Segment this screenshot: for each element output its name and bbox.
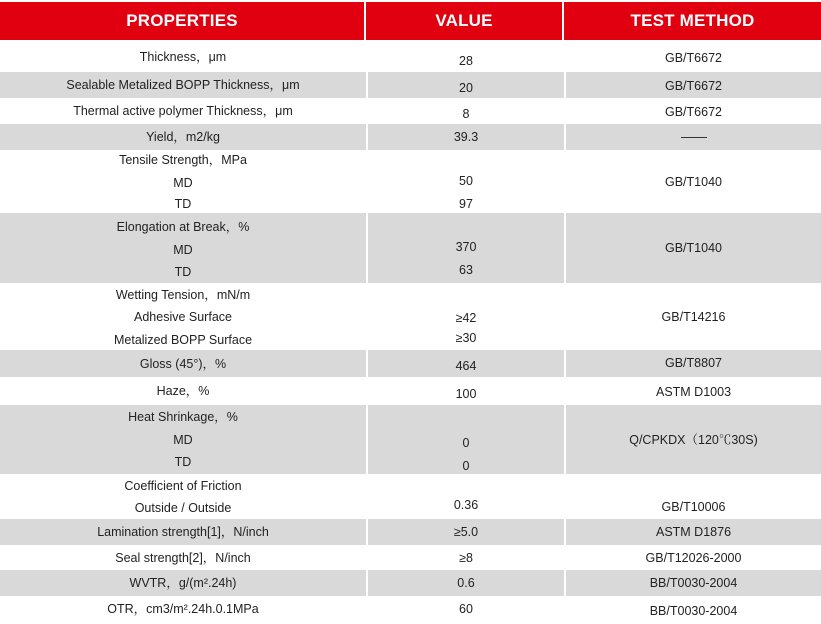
table-row — [0, 213, 821, 283]
value-cell — [366, 545, 564, 570]
method-cell — [564, 405, 821, 474]
table-row — [0, 545, 821, 570]
method-cell — [564, 42, 821, 72]
method-text: GB/T1040 — [665, 174, 722, 189]
property-label: OTR，cm3/m².24h.0.1MPa — [107, 602, 259, 616]
sub-label: TD — [174, 197, 192, 211]
method-text: BB/T0030-2004 — [649, 604, 738, 618]
property-cell — [0, 124, 366, 150]
value-text: 63 — [459, 263, 473, 277]
value-text: ≥42 — [455, 311, 477, 325]
property-label: Coefficient of Friction — [124, 479, 242, 493]
table-row — [0, 350, 821, 377]
sub-label: TD — [174, 265, 192, 279]
table-row — [0, 42, 821, 72]
value-cell — [366, 124, 564, 150]
method-text: BB/T0030-2004 — [649, 576, 738, 590]
table-row — [0, 474, 821, 519]
method-text: GB/T6672 — [665, 79, 722, 93]
table-row — [0, 150, 821, 213]
value-text: ≥8 — [459, 550, 473, 565]
property-label: Sealable Metalized BOPP Thickness，μm — [66, 78, 300, 92]
method-cell — [564, 124, 821, 150]
value-cell — [366, 596, 564, 624]
property-cell — [0, 377, 366, 405]
table-row — [0, 405, 821, 474]
property-label: Thermal active polymer Thickness，μm — [73, 104, 293, 118]
property-label: Haze，% — [156, 384, 210, 398]
property-cell — [0, 213, 366, 283]
property-label: Wetting Tension，mN/m — [115, 288, 251, 302]
property-label: WVTR，g/(m².24h) — [129, 576, 237, 590]
value-cell — [366, 42, 564, 72]
method-cell — [564, 98, 821, 124]
method-cell — [564, 283, 821, 350]
method-text: GB/T6672 — [665, 105, 722, 119]
method-text: GB/T8807 — [665, 356, 722, 370]
sub-label: TD — [174, 455, 192, 469]
method-cell — [564, 150, 821, 213]
property-cell — [0, 350, 366, 377]
table-row — [0, 283, 821, 350]
value-cell — [366, 377, 564, 405]
sub-label: Metalized BOPP Surface — [113, 333, 253, 347]
property-label: Seal strength[2]，N/inch — [115, 550, 251, 565]
header-value: VALUE — [366, 2, 562, 40]
property-cell — [0, 596, 366, 624]
property-cell — [0, 150, 366, 213]
table-row — [0, 519, 821, 545]
method-cell — [564, 377, 821, 405]
property-label: Yield，m2/kg — [146, 130, 220, 144]
value-text: 97 — [459, 197, 473, 211]
value-text: 50 — [459, 174, 473, 188]
method-text: ASTM D1876 — [655, 525, 732, 539]
property-cell — [0, 545, 366, 570]
value-cell — [366, 519, 564, 545]
method-cell — [564, 570, 821, 596]
property-label: Lamination strength[1]，N/inch — [97, 525, 269, 539]
property-label: Heat Shrinkage，% — [128, 410, 238, 424]
sub-label: Outside / Outside — [134, 501, 232, 515]
property-cell — [0, 405, 366, 474]
property-label: Thickness，μm — [139, 50, 227, 64]
value-text: 60 — [459, 602, 473, 616]
table-row — [0, 98, 821, 124]
table-row — [0, 377, 821, 405]
table-header — [0, 0, 821, 42]
property-cell — [0, 519, 366, 545]
property-cell — [0, 570, 366, 596]
sub-label: MD — [173, 243, 193, 257]
value-text: 0 — [462, 436, 470, 450]
header-properties: PROPERTIES — [0, 2, 364, 40]
method-text: GB/T1040 — [665, 241, 722, 255]
value-text: 370 — [455, 240, 477, 254]
property-cell — [0, 42, 366, 72]
value-cell — [366, 98, 564, 124]
method-cell — [564, 350, 821, 377]
property-cell — [0, 72, 366, 98]
sub-label: Adhesive Surface — [134, 310, 232, 324]
value-cell — [366, 213, 564, 283]
property-label: Gloss (45°)，% — [139, 356, 227, 371]
method-cell — [564, 596, 821, 624]
method-text: GB/T14216 — [661, 309, 726, 324]
value-text: 464 — [455, 359, 477, 373]
value-cell — [366, 72, 564, 98]
sub-label: MD — [173, 176, 193, 190]
method-text: GB/T10006 — [661, 500, 726, 514]
method-cell — [564, 72, 821, 98]
value-cell — [366, 405, 564, 474]
sub-label: MD — [173, 433, 193, 447]
value-text: 39.3 — [453, 130, 479, 144]
method-text: GB/T12026-2000 — [645, 550, 742, 565]
table-row — [0, 124, 821, 150]
table-row — [0, 596, 821, 624]
method-cell — [564, 213, 821, 283]
value-text: 0.6 — [457, 576, 475, 590]
method-text: GB/T6672 — [665, 51, 722, 65]
value-text: 0.36 — [453, 498, 479, 512]
value-text: 8 — [462, 107, 470, 121]
property-label: Tensile Strength，MPa — [119, 153, 247, 167]
value-cell — [366, 570, 564, 596]
property-cell — [0, 98, 366, 124]
value-text: 100 — [455, 387, 477, 401]
value-text: ≥30 — [455, 331, 477, 345]
method-cell — [564, 519, 821, 545]
method-text: Q/CPKDX（120℃30S) — [629, 432, 758, 447]
header-test-method: TEST METHOD — [564, 2, 821, 40]
value-cell — [366, 283, 564, 350]
method-cell — [564, 545, 821, 570]
table-row — [0, 72, 821, 98]
value-text: 28 — [459, 54, 473, 68]
value-text: 0 — [462, 459, 470, 473]
dash-line-icon — [681, 137, 707, 138]
property-cell — [0, 474, 366, 519]
value-cell — [366, 350, 564, 377]
value-cell — [366, 474, 564, 519]
method-cell — [564, 474, 821, 519]
value-cell — [366, 150, 564, 213]
method-text: ASTM D1003 — [655, 385, 732, 399]
table-row — [0, 570, 821, 596]
property-cell — [0, 283, 366, 350]
value-text: 20 — [459, 81, 473, 95]
value-text: ≥5.0 — [453, 525, 479, 539]
property-label: Elongation at Break，% — [116, 220, 250, 234]
